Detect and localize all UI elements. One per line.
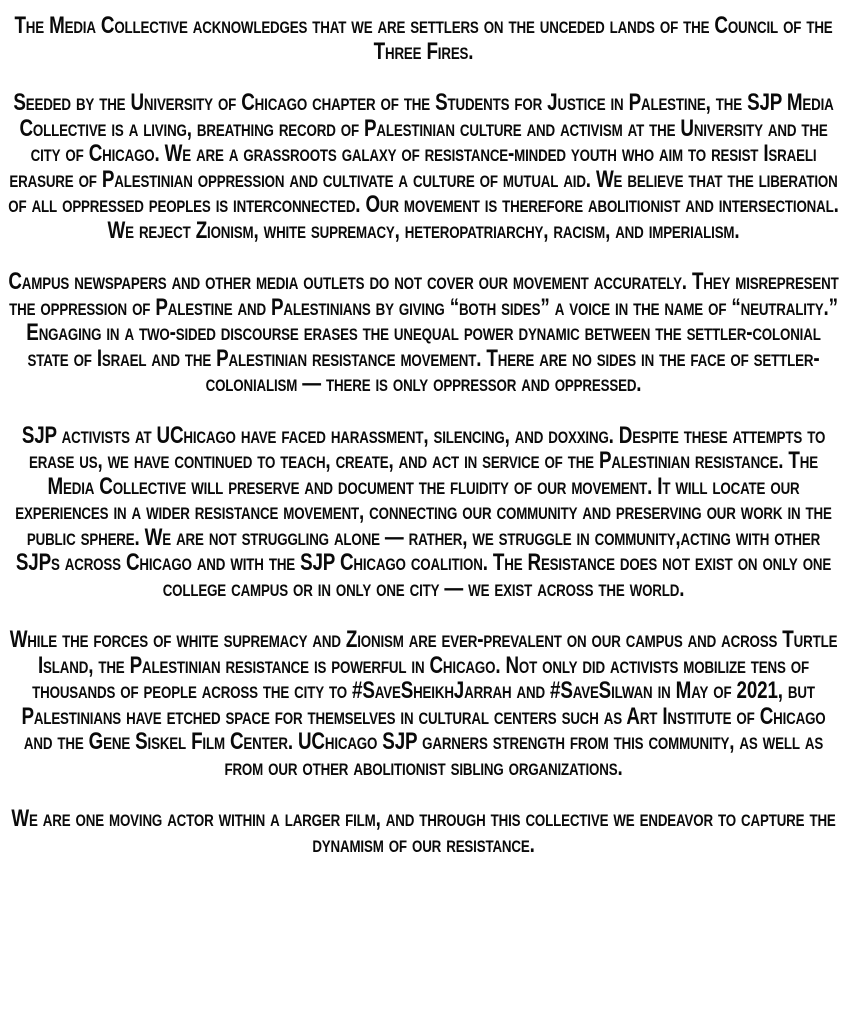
closing-paragraph: We are one moving actor within a larger film, and through this collective we endeavor to capture the dynamism of our resistance. xyxy=(11,805,836,858)
mission-paragraph: Seeded by the University of Chicago chapter of the Students for Justice in Palestine, the SJP Media Collective is a living, breathing record of Palestinian culture and activism at the University and the city of Chicago. We are a grassroots galaxy of resistance-minded youth who aim to resist Israeli erasure of Palestinian oppression and cultivate a culture of mutual aid. We believe that the liberation of all oppressed peoples is interconnected. Our movement is therefore abolitionist and intersectional. We reject Zionism, white supremacy, heteropatriarchy, racism, and imperialism. xyxy=(8,89,839,244)
resistance-documentation-paragraph: SJP activists at UChicago have faced harassment, silencing, and doxxing. Despite these attempts to erase us, we have continued to teach, create, and act in service of the Palestinian resistance. The Media Collective will preserve and document the fluidity of our movement. It will locate our experiences in a wider resistance movement, connecting our community and preserving our work in the public sphere. We are not struggling alone — rather, we struggle in community,acting with other SJPs across Chicago and with the SJP Chicago coalition. The Resistance does not exist on only one college campus or in only one city — we exist across the world. xyxy=(15,421,832,602)
chicago-community-paragraph: While the forces of white supremacy and Zionism are ever-prevalent on our campus and across Turtle Island, the Palestinian resistance is powerful in Chicago. Not only did activists mobilize tens of thousands of people across the city to #SaveSheikhJarrah and #SaveSilwan in May of 2021, but Palestinians have etched space for themselves in cultural centers such as Art Institute of Chicago and the Gene Siskel Film Center. UChicago SJP garners strength from this community, as well as from our other abolitionist sibling organizations. xyxy=(9,626,838,781)
media-critique-paragraph: Campus newspapers and other media outlets do not cover our movement accurately. They misrepresent the oppression of Palestine and Palestinians by giving “both sides” a voice in the name of “neutrality.” Engaging in a two-sided discourse erases the unequal power dynamic between the settler-colonial state of Israel and the Palestinian resistance movement. There are no sides in the face of settler-colonialism — there is only oppressor and oppressed. xyxy=(8,268,839,397)
land-acknowledgement-paragraph: The Media Collective acknowledges that we are settlers on the unceded lands of the Council of the Three Fires. xyxy=(14,12,833,65)
